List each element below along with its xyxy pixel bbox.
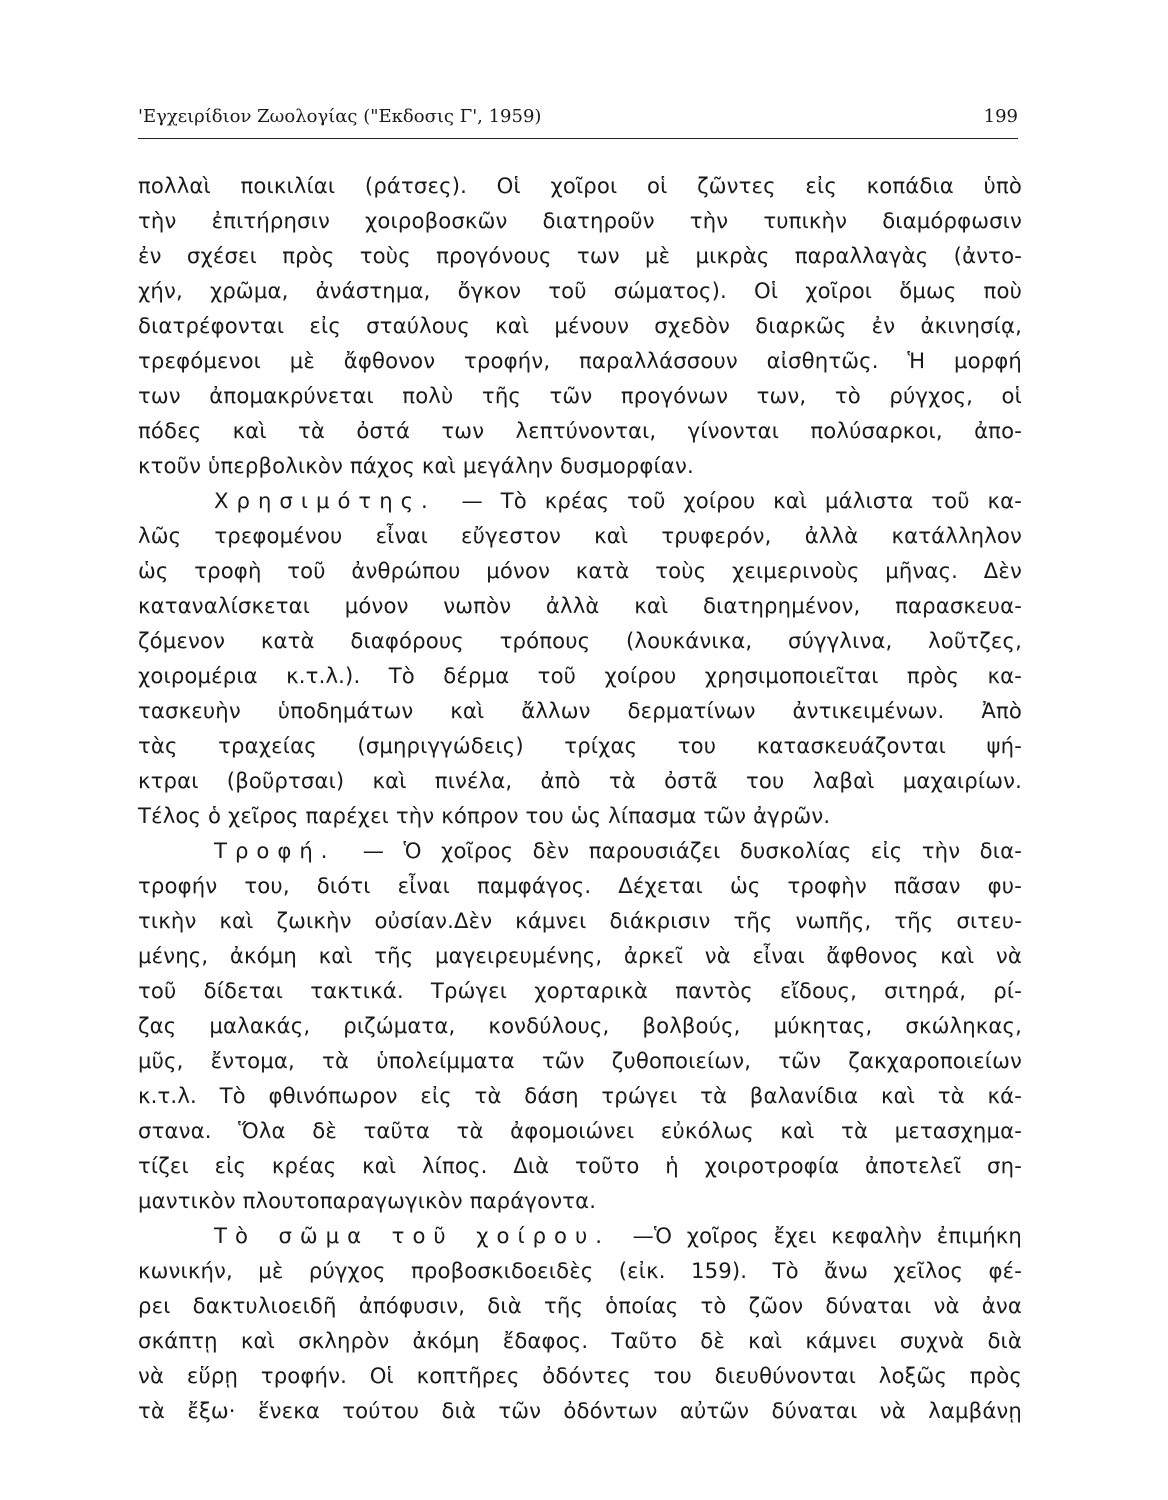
section-heading: Τὸ σῶμα τοῦ χοίρου. xyxy=(214,1223,633,1248)
page-body xyxy=(138,168,1022,1428)
text-line: πολλαὶ ποικιλίαι (ράτσες). Οἱ χοῖροι οἱ ζῶντες εἰς κοπάδια ὑπὸ xyxy=(138,173,1022,198)
text-line: Τέλος ὁ χεῖρος παρέχει τὴν κόπρον του ὡς λίπασμα τῶν ἀγρῶν. xyxy=(138,803,831,828)
text-line: πόδες καὶ τὰ ὀστά των λεπτύνονται, γίνονται πολύσαρκοι, ἀπο- xyxy=(138,418,1022,443)
text-line xyxy=(138,1218,1022,1253)
text-line: μαντικὸν πλουτοπαραγωγικὸν παράγοντα. xyxy=(138,1188,597,1213)
paragraph xyxy=(138,1218,1022,1428)
text-line-content: —Ὁ χοῖρος ἔχει κεφαλὴν ἐπιμήκη xyxy=(632,1223,1023,1248)
text-line: κωνικήν, μὲ ρύγχος προβοσκιδοειδὲς (εἰκ. 159). Τὸ ἄνω χεῖλος φέ- xyxy=(138,1258,1022,1283)
book-title: 'Εγχειρίδιον Ζωολογίας ("Εκδοσις Γ', 1959) xyxy=(138,106,542,127)
page-number: 199 xyxy=(983,106,1018,127)
text-line: τρεφόμενοι μὲ ἄφθονον τροφήν, παραλλάσσουν αἰσθητῶς. Ἡ μορφή xyxy=(138,348,1022,373)
text-line: τοῦ δίδεται τακτικά. Τρώγει χορταρικὰ παντὸς εἴδους, σιτηρά, ρί- xyxy=(138,978,1022,1003)
text-line: χήν, χρῶμα, ἀνάστημα, ὄγκον τοῦ σώματος). Οἱ χοῖροι ὅμως ποὺ xyxy=(138,278,1022,303)
text-line: ζας μαλακάς, ριζώματα, κονδύλους, βολβούς, μύκητας, σκώληκας, xyxy=(138,1013,1022,1038)
text-line-content: — Τὸ κρέας τοῦ χοίρου καὶ μάλιστα τοῦ κα- xyxy=(461,488,1023,513)
text-line: των ἀπομακρύνεται πολὺ τῆς τῶν προγόνων των, τὸ ρύγχος, οἱ xyxy=(138,383,1022,408)
text-line: κτοῦν ὑπερβολικὸν πάχος καὶ μεγάλην δυσμορφίαν. xyxy=(138,453,694,478)
text-line: τὰ ἔξω· ἕνεκα τούτου διὰ τῶν ὀδόντων αὐτῶν δύναται νὰ λαμβάνῃ xyxy=(138,1398,1022,1423)
text-line: σκάπτῃ καὶ σκληρὸν ἀκόμη ἔδαφος. Ταῦτο δὲ καὶ κάμνει συχνὰ διὰ xyxy=(138,1328,1022,1353)
text-line: διατρέφονται εἰς σταύλους καὶ μένουν σχεδὸν διαρκῶς ἐν ἀκινησίᾳ, xyxy=(138,313,1022,338)
text-line xyxy=(138,483,1022,518)
text-line: ρει δακτυλιοειδῆ ἀπόφυσιν, διὰ τῆς ὁποίας τὸ ζῶον δύναται νὰ ἀνα xyxy=(138,1293,1022,1318)
section-heading: Τροφή. xyxy=(214,838,363,863)
text-line: τὰς τραχείας (σμηριγγώδεις) τρίχας του κατασκευάζονται ψή- xyxy=(138,733,1022,758)
text-line: κτραι (βοῦρτσαι) καὶ πινέλα, ἀπὸ τὰ ὀστᾶ του λαβαὶ μαχαιρίων. xyxy=(138,768,1022,793)
text-line: ὡς τροφὴ τοῦ ἀνθρώπου μόνον κατὰ τοὺς χειμερινοὺς μῆνας. Δὲν xyxy=(138,558,1022,583)
text-line: μῦς, ἔντομα, τὰ ὑπολείμματα τῶν ζυθοποιείων, τῶν ζακχαροποιείων xyxy=(138,1048,1022,1073)
text-line: καταναλίσκεται μόνον νωπὸν ἀλλὰ καὶ διατηρημένον, παρασκευα- xyxy=(138,593,1022,618)
text-line-content: — Ὁ χοῖρος δὲν παρουσιάζει δυσκολίας εἰς τὴν δια- xyxy=(362,838,1022,863)
section-heading: Χρησιμότης. xyxy=(214,488,462,513)
text-line: ζόμενον κατὰ διαφόρους τρόπους (λουκάνικα, σύγγλινα, λοῦτζες, xyxy=(138,628,1022,653)
text-line: τασκευὴν ὑποδημάτων καὶ ἄλλων δερματίνων ἀντικειμένων. Ἀπὸ xyxy=(138,698,1022,723)
text-line: τροφήν του, διότι εἶναι παμφάγος. Δέχεται ὡς τροφὴν πᾶσαν φυ- xyxy=(138,873,1022,898)
text-line: τὴν ἐπιτήρησιν χοιροβοσκῶν διατηροῦν τὴν τυπικὴν διαμόρφωσιν xyxy=(138,208,1022,233)
text-line: κ.τ.λ. Τὸ φθινόπωρον εἰς τὰ δάση τρώγει τὰ βαλανίδια καὶ τὰ κά- xyxy=(138,1083,1022,1108)
text-line xyxy=(138,833,1022,868)
paragraph xyxy=(138,168,1022,483)
paragraph xyxy=(138,833,1022,1218)
text-line: τίζει εἰς κρέας καὶ λίπος. Διὰ τοῦτο ἡ χοιροτροφία ἀποτελεῖ ση- xyxy=(138,1153,1022,1178)
text-line: τικὴν καὶ ζωικὴν οὐσίαν.Δὲν κάμνει διάκρισιν τῆς νωπῆς, τῆς σιτευ- xyxy=(138,908,1022,933)
text-line: χοιρομέρια κ.τ.λ.). Τὸ δέρμα τοῦ χοίρου χρησιμοποιεῖται πρὸς κα- xyxy=(138,663,1022,688)
text-line: λῶς τρεφομένου εἶναι εὔγεστον καὶ τρυφερόν, ἀλλὰ κατάλληλον xyxy=(138,523,1022,548)
text-line: ἐν σχέσει πρὸς τοὺς προγόνους των μὲ μικρὰς παραλλαγὰς (ἀντο- xyxy=(138,243,1022,268)
text-line: μένης, ἀκόμη καὶ τῆς μαγειρευμένης, ἀρκεῖ νὰ εἶναι ἄφθονος καὶ νὰ xyxy=(138,943,1022,968)
text-line: στανα. Ὅλα δὲ ταῦτα τὰ ἀφομοιώνει εὐκόλως καὶ τὰ μετασχημα- xyxy=(138,1118,1022,1143)
text-line: νὰ εὕρῃ τροφήν. Οἱ κοπτῆρες ὀδόντες του διευθύνονται λοξῶς πρὸς xyxy=(138,1363,1022,1388)
running-header xyxy=(138,104,1018,139)
paragraph xyxy=(138,483,1022,833)
